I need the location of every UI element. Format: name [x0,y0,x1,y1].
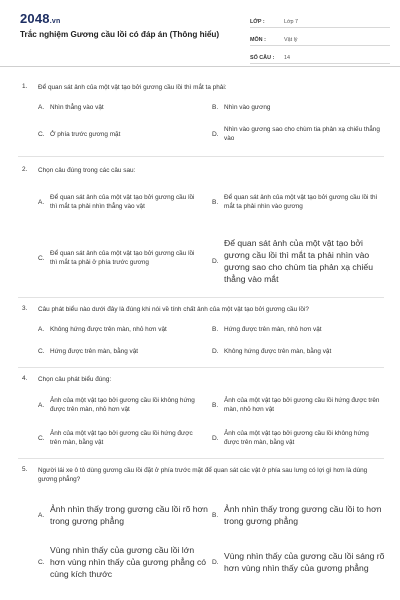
option-letter: C. [38,558,45,566]
option-letter: D. [212,558,219,566]
meta-row-subject [250,31,390,46]
divider [18,458,384,459]
divider [18,297,384,298]
option-text: Ảnh của một vật tạo bởi gương cầu lồi hứng được trên màn, bằng vật [50,430,193,446]
site-logo[interactable] [20,11,60,26]
option-text: Nhìn thẳng vào vật [50,103,104,111]
option-letter: D. [212,434,219,442]
option-text: Ảnh nhìn thấy trong gương cầu lồi rõ hơn trong gương phẳng [50,504,208,526]
option-text: Vùng nhìn thấy của gương cầu lồi lớn hơn vùng nhìn thấy của gương phẳng có cùng kích thước [50,545,207,579]
meta-label: MÔN : [250,37,266,43]
question-number: 5. [22,466,28,473]
option-letter: A. [38,325,45,333]
option-a[interactable] [38,184,203,220]
option-text: Để quan sát ảnh của một vật tạo bởi gương cầu lồi thì mắt ta phải nhìn vào gương sao cho chùm tia phản xạ chiếu thẳng vào mắt [224,238,373,284]
option-c[interactable] [38,344,203,358]
option-text: Không hứng được trên màn, bằng vật [224,347,332,355]
meta-row-class [250,13,390,28]
option-letter: C. [38,130,45,138]
option-b[interactable] [212,500,386,530]
option-letter: A. [38,511,45,519]
option-text: Hứng được trên màn, bằng vật [50,347,139,355]
question-number: 4. [22,375,28,382]
option-text: Nhìn vào gương [224,103,271,111]
option-text: Nhìn vào gương sao cho chùm tia phản xạ chiếu thẳng vào [224,126,380,142]
question-number: 3. [22,305,28,312]
option-letter: B. [212,401,219,409]
question-text: Người lái xe ô tô dùng gương cầu lồi đặt ở phía trước mặt để quan sát các vật ở phía sau lưng có lợi gì hơn là dùng gương phẳng? [38,467,368,483]
divider [18,367,384,368]
option-text: Để quan sát ảnh của một vật tạo bởi gương cầu lồi thì mắt ta phải nhìn vào gương [224,194,378,210]
page-header [0,0,400,67]
option-text: Ảnh nhìn thấy trong gương cầu lồi to hơn trong gương phẳng [224,504,382,526]
question-number: 2. [22,166,28,173]
option-text: Để quan sát ảnh của một vật tạo bởi gương cầu lồi thì mắt ta phải nhìn thẳng vào vật [50,194,195,210]
option-d[interactable] [212,426,384,450]
option-letter: C. [38,347,45,355]
question-text: Chọn câu đúng trong các câu sau: [38,167,136,174]
option-text: Ảnh của một vật tạo bởi gương cầu lồi không hứng được trên màn, bằng vật [224,430,369,446]
option-c[interactable] [38,540,208,584]
meta-label: SỐ CÂU : [250,55,275,61]
option-b[interactable] [212,393,384,417]
option-letter: A. [38,401,45,409]
meta-value: 14 [284,55,290,61]
logo-main: 2048 [20,11,50,26]
option-text: Hứng được trên màn, nhỏ hơn vật [224,325,322,333]
option-letter: A. [38,103,45,111]
option-text: Để quan sát ảnh của một vật tạo bởi gương cầu lồi thì mắt ta phải ở phía trước gương [50,250,195,266]
question-text: Chọn câu phát biểu đúng: [38,376,112,383]
meta-value: Lớp 7 [284,19,299,25]
option-text: Ở phía trước gương mặt [50,130,121,138]
option-letter: B. [212,198,219,206]
option-c[interactable] [38,240,203,276]
option-text: Ảnh của một vật tạo bởi gương cầu lồi không hứng được trên màn, nhỏ hơn vật [50,397,195,413]
question-text: Câu phát biểu nào dưới đây là đúng khi nói về tính chất ảnh của một vật tạo bởi gương cầu lồi? [38,306,309,313]
option-a[interactable] [38,100,203,114]
option-c[interactable] [38,426,203,450]
option-letter: B. [212,511,219,519]
option-c[interactable] [38,123,203,145]
option-letter: A. [38,198,45,206]
meta-info [250,13,390,67]
option-d[interactable] [212,540,386,584]
page-title: Trắc nghiệm Gương cầu lồi có đáp án (Thông hiểu) [20,30,220,39]
option-text: Vùng nhìn thấy của gương cầu lồi sáng rõ hơn vùng nhìn thấy của gương phẳng [224,551,385,573]
meta-label: LỚP : [250,19,265,25]
option-b[interactable] [212,184,384,220]
option-letter: B. [212,325,219,333]
option-letter: D. [212,130,219,138]
option-a[interactable] [38,393,203,417]
option-letter: B. [212,103,219,111]
option-letter: C. [38,254,45,262]
option-text: Ảnh của một vật tạo bởi gương cầu lồi hứng được trên màn, nhỏ hơn vật [224,397,380,413]
logo-suffix: .vn [49,18,61,25]
option-d[interactable] [212,123,384,145]
option-d[interactable] [212,344,384,358]
option-b[interactable] [212,322,384,336]
meta-row-count [250,49,390,64]
option-letter: D. [212,347,219,355]
option-a[interactable] [38,322,203,336]
question-number: 1. [22,83,28,90]
meta-value: Vật lý [284,37,298,43]
option-d[interactable] [212,231,384,291]
option-b[interactable] [212,100,384,114]
option-letter: C. [38,434,45,442]
option-text: Không hứng được trên màn, nhỏ hơn vật [50,325,167,333]
divider [18,156,384,157]
option-a[interactable] [38,500,208,530]
question-text: Để quan sát ảnh của một vật tạo bởi gương cầu lồi thì mắt ta phải: [38,84,227,91]
option-letter: D. [212,257,219,265]
